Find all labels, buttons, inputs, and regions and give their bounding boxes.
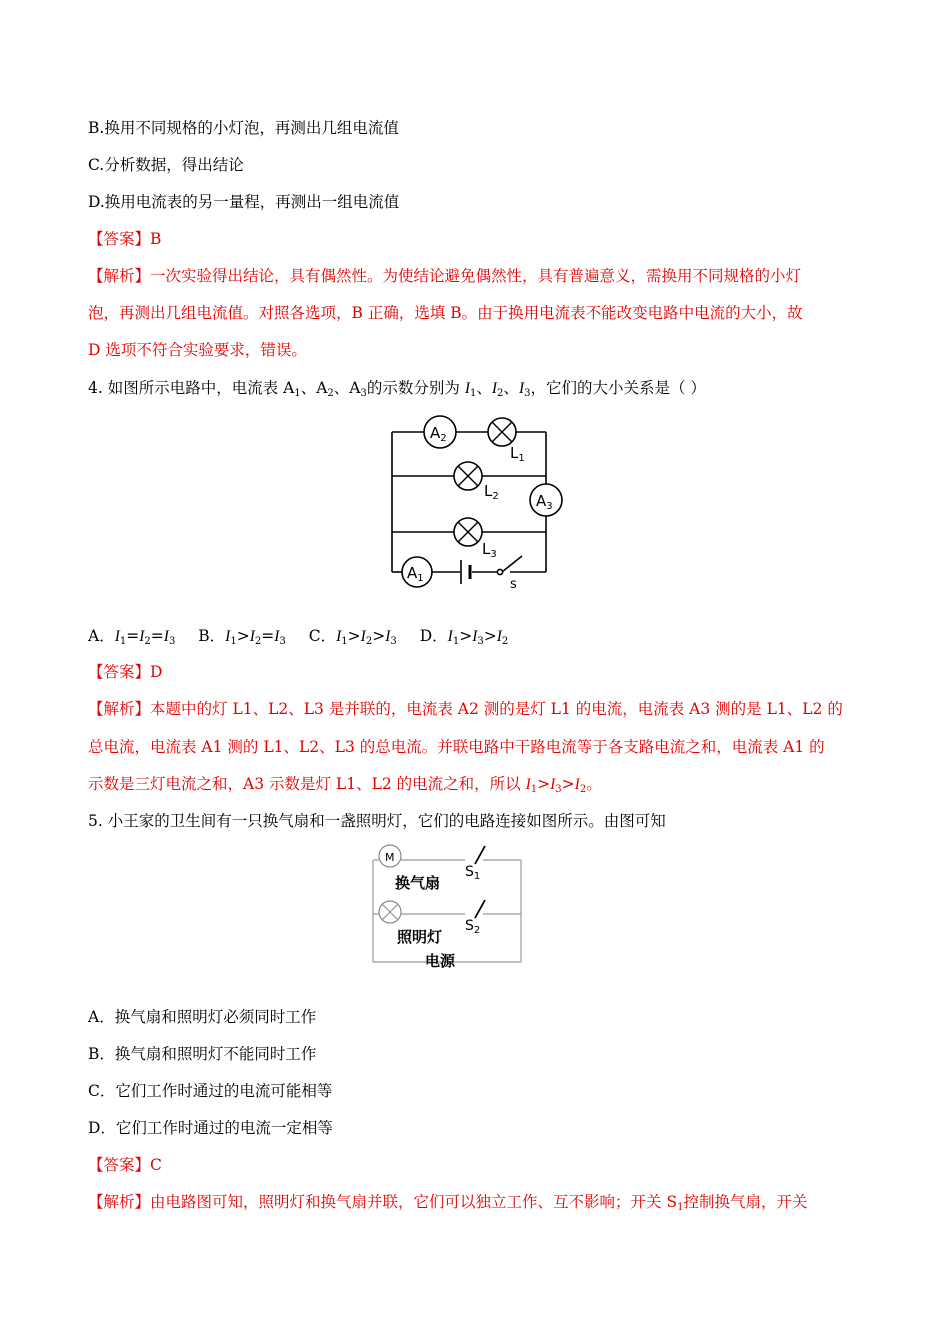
label-switch: s — [510, 577, 517, 592]
fan-label: 换气扇 — [395, 874, 441, 892]
sep: 、 — [503, 379, 519, 397]
q5-answer — [88, 1155, 162, 1175]
q4-stem — [88, 378, 706, 404]
subscript: 2 — [497, 388, 504, 399]
answer-tag: 【答案】 — [88, 1156, 151, 1174]
q3-option-b: B.换用不同规格的小灯泡，再测出几组电流值 — [88, 119, 399, 137]
answer-tag: 【答案】 — [88, 230, 151, 248]
q4-answer — [88, 662, 162, 682]
analysis-tag: 【解析】 — [88, 267, 151, 285]
subscript: 1 — [469, 388, 477, 399]
switch-s1 — [475, 846, 485, 864]
q4-option-b: B．$I_1>I_2=I_3$ — [198, 627, 286, 647]
q4-options — [88, 626, 526, 652]
s1-label: $S_1$ — [465, 864, 481, 882]
var-i: I — [525, 776, 531, 793]
answer-value: C — [150, 1156, 162, 1174]
stem-part: 4. 如图所示电路中，电流表 A — [88, 379, 295, 397]
analysis-text: 一次实验得出结论，具有偶然性。为使结论避免偶然性，具有普遍意义，需换用不同规格的小灯 — [150, 267, 802, 285]
q4-circuit-diagram — [384, 412, 570, 592]
subscript: 3 — [360, 388, 367, 399]
subscript: 2 — [579, 784, 587, 795]
var-i: I — [550, 776, 556, 793]
motor-label: M — [385, 851, 395, 864]
lamp-label: 照明灯 — [397, 928, 443, 946]
switch-contact — [497, 569, 502, 574]
q5-option-c: C．它们工作时通过的电流可能相等 — [88, 1082, 333, 1100]
q5-analysis-line-1 — [88, 1192, 807, 1218]
subscript: 3 — [555, 784, 562, 795]
q4-analysis-line-3 — [88, 774, 602, 800]
period: 。 — [586, 775, 602, 793]
var-i: I — [491, 380, 498, 397]
q3-option-d: D.换用电流表的另一量程，再测出一组电流值 — [88, 193, 400, 211]
analysis-text: 示数是三灯电流之和，A3 示数是灯 L1、L2 的电流之和，所以 — [88, 775, 526, 793]
answer-value: B — [150, 230, 162, 248]
label-a1: $A_1$ — [407, 564, 424, 584]
label-l2: $L_2$ — [484, 482, 499, 502]
gt: > — [537, 775, 551, 793]
label-a2: $A_2$ — [430, 424, 447, 444]
var-i: I — [464, 380, 470, 397]
analysis-text: 由电路图可知，照明灯和换气扇并联，它们可以独立工作、互不影响；开关 S — [150, 1193, 678, 1211]
q5-circuit-diagram — [365, 842, 531, 972]
analysis-tag: 【解析】 — [88, 1193, 151, 1211]
q3-analysis-line-3: D 选项不符合实验要求，错误。 — [88, 341, 307, 359]
var-i: I — [518, 380, 525, 397]
q3-analysis-line-2: 泡，再测出几组电流值。对照各选项，B 正确，选填 B。由于换用电流表不能改变电路中电流的大小，故 — [88, 304, 803, 322]
subscript: 1 — [530, 784, 538, 795]
label-a3: $A_3$ — [536, 492, 553, 512]
stem-part: 、A — [333, 379, 361, 397]
analysis-text: 本题中的灯 L1、L2、L3 是并联的，电流表 A2 测的是灯 L1 的电流，电流表 A3 测的是 L1、L2 的 — [150, 700, 843, 718]
q5-option-d: D．它们工作时通过的电流一定相等 — [88, 1119, 333, 1137]
label-l1: $L_1$ — [510, 444, 525, 464]
stem-part: ，它们的大小关系是（ ） — [530, 379, 706, 397]
q5-option-a: A．换气扇和照明灯必须同时工作 — [88, 1008, 317, 1026]
q4-option-c: C．$I_1>I_2>I_3$ — [308, 627, 397, 647]
analysis-text: 控制换气扇，开关 — [683, 1193, 808, 1211]
stem-part: 的示数分别为 — [366, 379, 465, 397]
subscript: 1 — [677, 1202, 684, 1213]
sep: 、 — [476, 379, 492, 397]
subscript: 2 — [327, 388, 334, 399]
q5-stem: 5. 小王家的卫生间有一只换气扇和一盏照明灯，它们的电路连接如图所示。由图可知 — [88, 812, 666, 830]
q4-analysis-line-1 — [88, 699, 843, 719]
q3-answer — [88, 229, 161, 249]
q3-analysis-line-1 — [88, 266, 801, 286]
source-label: 电源 — [425, 952, 456, 970]
subscript: 3 — [524, 388, 531, 399]
stem-part: 、A — [300, 379, 328, 397]
q4-option-d: D．$I_1>I_3>I_2$ — [419, 627, 509, 647]
var-i: I — [574, 776, 580, 793]
q5-option-b: B．换气扇和照明灯不能同时工作 — [88, 1045, 317, 1063]
analysis-tag: 【解析】 — [88, 700, 151, 718]
switch-s2 — [475, 900, 485, 918]
gt: > — [561, 775, 575, 793]
s2-label: $S_2$ — [465, 918, 481, 936]
q4-analysis-line-2: 总电流，电流表 A1 测的 L1、L2、L3 的总电流。并联电路中干路电流等于各支路电流之和，电流表 A1 的 — [88, 738, 825, 756]
answer-tag: 【答案】 — [88, 663, 151, 681]
q4-option-a: A．$I_1=I_2=I_3$ — [88, 627, 176, 647]
subscript: 1 — [294, 388, 301, 399]
q3-option-c: C.分析数据，得出结论 — [88, 156, 244, 174]
label-l3: $L_3$ — [482, 540, 497, 560]
answer-value: D — [150, 663, 163, 681]
